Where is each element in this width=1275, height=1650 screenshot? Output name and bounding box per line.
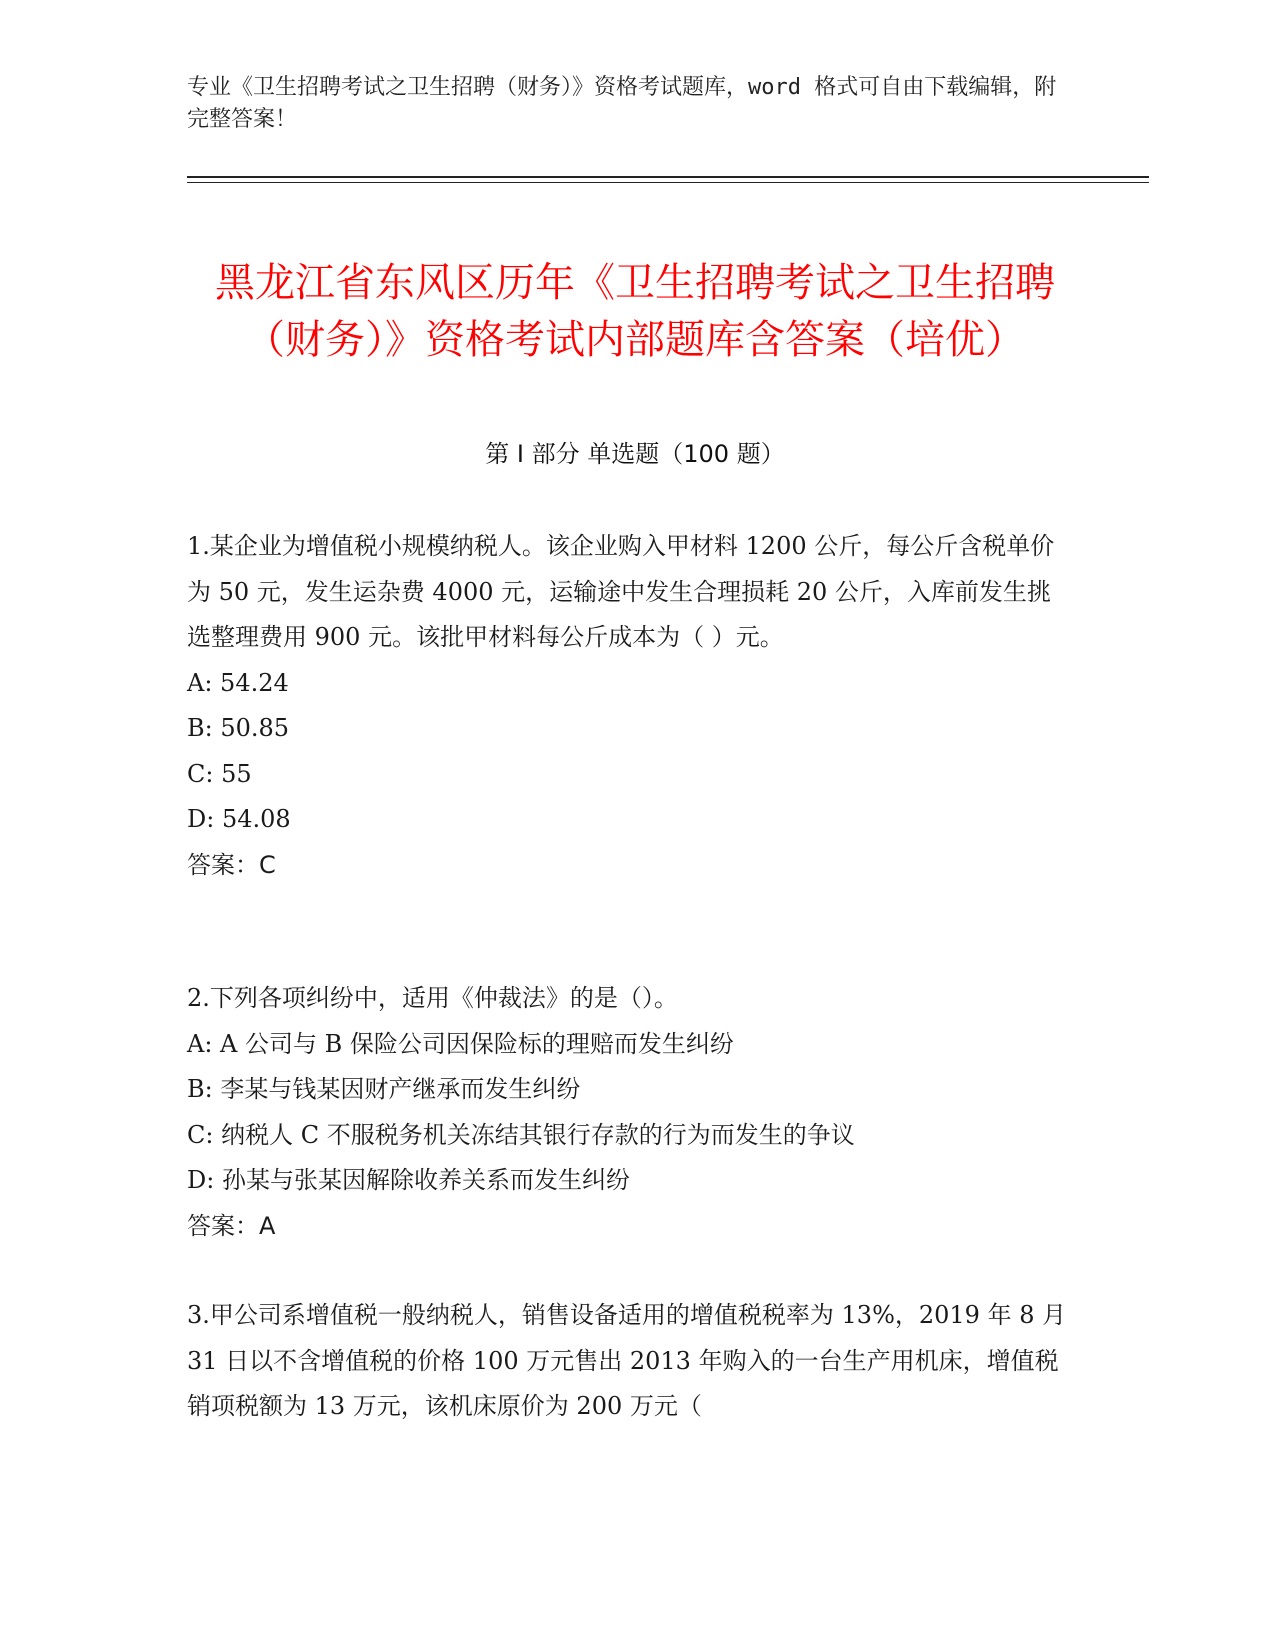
question-stem: 2.下列各项纠纷中，适用《仲裁法》的是（）。 [187,984,678,1012]
option-a: A: A 公司与 B 保险公司因保险标的理赔而发生纠纷 [187,1029,734,1058]
header-divider [187,176,1149,178]
section-heading: 第 I 部分 单选题（100 题） [485,440,785,468]
answer: 答案：C [187,850,276,879]
question-stem: 1.某企业为增值税小规模纳税人。该企业购入甲材料 1200 公斤，每公斤含税单价为 50 元，发生运杂费 4000 元，运输途中发生合理损耗 20 公斤，入库前发生挑选整理费用 900 元。该批甲材料每公斤成本为（ ）元。 [187,532,1055,651]
question-2 [187,976,1067,1249]
question-3 [187,1293,1067,1430]
option-b: B: 李某与钱某因财产继承而发生纠纷 [187,1075,581,1103]
header-note: 专业《卫生招聘考试之卫生招聘（财务）》资格考试题库，word 格式可自由下载编辑，附完整答案！ [187,75,1057,132]
header-divider-thin [187,182,1149,183]
option-d: D: 54.08 [187,805,291,833]
question-1 [187,524,1067,888]
option-a: A: 54.24 [187,668,289,697]
option-b: B: 50.85 [187,714,290,742]
document-title: 黑龙江省东风区历年《卫生招聘考试之卫生招聘（财务）》资格考试内部题库含答案（培优） [215,259,1055,363]
answer: 答案：A [187,1211,276,1240]
option-c: C: 55 [187,759,252,788]
question-stem: 3.甲公司系增值税一般纳税人，销售设备适用的增值税税率为 13%，2019 年 8 月 31 日以不含增值税的价格 100 万元售出 2013 年购入的一台生产用机床，增值税销项税额为 13 万元，该机床原价为 200 万元（ [187,1301,1067,1420]
option-d: D: 孙某与张某因解除收养关系而发生纠纷 [187,1166,630,1194]
option-c: C: 纳税人 C 不服税务机关冻结其银行存款的行为而发生的争议 [187,1120,855,1149]
